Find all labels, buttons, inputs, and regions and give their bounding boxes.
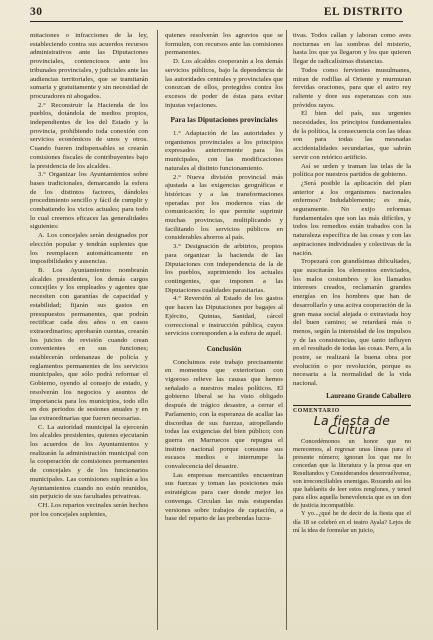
- section-heading: Conclusión: [206, 343, 242, 353]
- paragraph: tivas. Todos callan y laboran como aves nocturnas en las sombras del misterio, hasta los que ya llegaron y los que quieren llegar de radicalísimas distancias.: [293, 32, 411, 66]
- column-1: [30, 32, 148, 632]
- paragraph: 2.° Reconstruir la Hacienda de los pueblos, dotándola de medios propios, independientes de los del Estado y la provincia, prohibiendo toda conexión con servicios económicos de unos y otros. Cuando fueren indispensables se crearán comisiones fiscales de contribuyentes bajo la presidencia de los alcaldes.: [30, 101, 148, 170]
- paragraph: Concedémonos un honor que no merecemos, al regresar unas líneas para el presente número; ignoran los que me lo concedan que la literatura y la prosa que en Resultandos y Considerandos desenvuélvense, son irreconciliables enemigas. Rozando así los que hablaréis de leer estos renglones, y tened para ellos aquella benevolencia que es un don de justicia incompatible.: [293, 437, 411, 510]
- column-separator: [286, 30, 287, 630]
- paragraph: CH. Los repartos vecinales serán hechos por los concejales suplentes,: [30, 501, 148, 518]
- paragraph: 2.° Nueva división provincial más ajustada a las exigencias geográficas e históricas y a las transformaciones operadas por los modernos vías de comunicación; lo que permite suprimir muchas provincias, multiplicando y facilitando los servicios públicos en considerables ahorros al país.: [165, 173, 283, 242]
- paragraph: A. Los concejales serán designados por elección popular y tendrán suplentes que los reemplacen automáticamente en imposibilidades y ausencias.: [30, 232, 148, 266]
- column-3: [293, 32, 411, 632]
- article-title: La fiesta de Cultura: [313, 413, 391, 437]
- paragraph: Y yo...¿qué he de decir de la fiesta que el día 18 se celebró en el teatro Ayala? Lejos de mí la idea de formular un juicio,: [293, 510, 411, 534]
- paragraph: Concluimos este trabajo precisamente en momentos que exteriorizan con vigoroso relieve las causas que hemos señalado a nuestros males políticos. El gobierno liberal se ha visto obligado después de trágico desastre, a cerrar el Parlamento, con la esperanza de acallar las discordias de sus fuerzas, atropellando todas las exigencias del bien público; con guerra en Marruecos que repugna el instinto nacional porque consume sus escasos medios e interrumpe la convalecencia del desastre.: [165, 358, 283, 471]
- paragraph: 3.° Designación de arbitrios, propios para organizar la hacienda de las Diputaciones con independencia de la de los pueblos, suprimiendo los actuales contingentes, que imponen a las Diputaciones cualidades parasitarias.: [165, 243, 283, 294]
- paragraph: 4.° Reversión al Estado de los gastos que hacen las Diputaciones por bagajes al Ejército, Quintas, Sanidad, cárcel correccional e instrucción pública, cuyos servicios corresponden a la esfera de aquél.: [165, 295, 283, 338]
- paragraph: El bien del país, sus urgentes necesidades, los principios fundamentales de la política, la consecuencia con las ideas son para todas las mesnadas accidentalidades secundarias, que sabrán servir con retórico artificio.: [293, 110, 411, 161]
- paragraph: Las empresas mercantiles encuentran sus fuerzas y toman las posiciones más estratégicas para caer donde mejor les convenga. Circulan las más estupendas versiones sobre trabajos de captación, a base del reparto de las prebendas lucra-: [165, 471, 283, 523]
- paragraph: Tropezará con grandísimas dificultades, que suscitarán los elementos enviciados, los malos costumbres y los llamados intereses creados, reclamarán grandes energías en los hombres que han de desarrollarlo y una activa cooperación de la gran masa social alejada o extraviada hoy del buen camino; se retardará más o menos, según la intensidad de los impulsos y de las consistencias, que tanto influyen en el resultado de todas las cosas. Pero, a la postre, se realizará la buena obra por evolución o por revolución, porque es necesaria a la normalidad de la vida nacional.: [293, 258, 411, 388]
- publication-title: EL DISTRITO: [323, 6, 403, 18]
- paragraph: 1.° Adaptación de las autoridades y organismos provinciales a los principios expresados anteriormente para los municipales, con las modificaciones naturales al distinto funcionamiento.: [165, 130, 283, 172]
- paragraph: ¿Será posible la aplicación del plan anterior a los organismos nacionales enfermos? Indudablemente; es más, seguramente. No exijo reformas fundamentales que son las más difíciles, y todos los remedios están trabados con la naturaleza específica de las cosas y con las aspiraciones individuales y colectivas de la nación.: [293, 179, 411, 257]
- paragraph: quienes resolverán los agravios que se formulen, con recursos ante las comisiones permanentes.: [165, 32, 283, 57]
- page-number: 30: [30, 6, 43, 18]
- section-heading: Para las Diputaciones provinciales: [170, 115, 278, 125]
- paragraph: Todos como fervientes musulmanes, miran de rodillas al Oriente y murmuran fervidas oraciones, para que el astro rey raliente y dore sus esperanzas con sus próvidos rayos.: [293, 66, 411, 109]
- paragraph: D. Los alcaldes cooperarán a los demás servicios públicos, bajo la dependencia de las autoridades centrales y provinciales que conozcan de ellos, protegidos contra los excesos de poder de éstas para evitar injustas vejaciones.: [165, 58, 283, 109]
- paragraph: mitaciones o infracciones de la ley, estableciendo contra sus acuerdos recursos administrativos ante las Diputaciones provinciales, contenciosos ante los tribunales provinciales, y judiciales ante las audiencias territoriales, que se tramitarán sumaria y gratuitamente y sin necesidad de procuradores ni abogados.: [30, 32, 148, 100]
- author-signature: Laureano Grande Caballero: [326, 391, 411, 400]
- paragraph: Así se urden y traman las telas de la política por nuestros partidos de gobierno.: [293, 162, 411, 179]
- paragraph: 3.° Organizar los Ayuntamientos sobre bases tradicionales, demarcando la esfera de los distintos factores, dándoles procedimiento sencillo y fácil de cumplir y combatiendo los vicios actuales; para todo lo cual creemos eficaces las generalidades siguientes:: [30, 171, 148, 231]
- paragraph: B. Los Ayuntamientos nombrarán alcaldes presidentes, los demás cargos concejiles y los empleados y agentes que necesiten con garantías de capacidad y estabilidad; fijarán sus gastos en presupuestos permanentes, que podrán rectificar cada dos años o en casos extraordinarios; aprobarán cuentas, crearán los juicios de revisión cuando crean convenientes en sus funciones; establecerán ordenanzas de policía y reglamentos permanentes de los servicios municipales, que sólo podrá reformar el Gobierno, oyendo al consejo de estado, y resolverán los negocios y asuntos de importancia para los municipios, todo ello en dos periodos de sesiones anuales y en las extraordinarias que fueren necesarias.: [30, 266, 148, 422]
- paragraph: C. La autoridad municipal la ejercerán los alcaldes presidentes, quienes ejecutarán los acuerdos de los Ayuntamientos y realizarán la administración municipal con la cooperación de comisiones permanentes de concejales y de los funcionarios municipales. Las comisiones suplirán a los Ayuntamientos cuando no estén reunidos, sin perjuicio de sus facultades privativas.: [30, 423, 148, 501]
- article-body: [293, 438, 411, 535]
- column-separator: [157, 30, 158, 630]
- header-rule: [30, 21, 403, 22]
- section-rule: [293, 405, 411, 406]
- section-label: COMENTARIO: [293, 407, 340, 414]
- page-header: [30, 2, 403, 18]
- column-2: [165, 32, 283, 632]
